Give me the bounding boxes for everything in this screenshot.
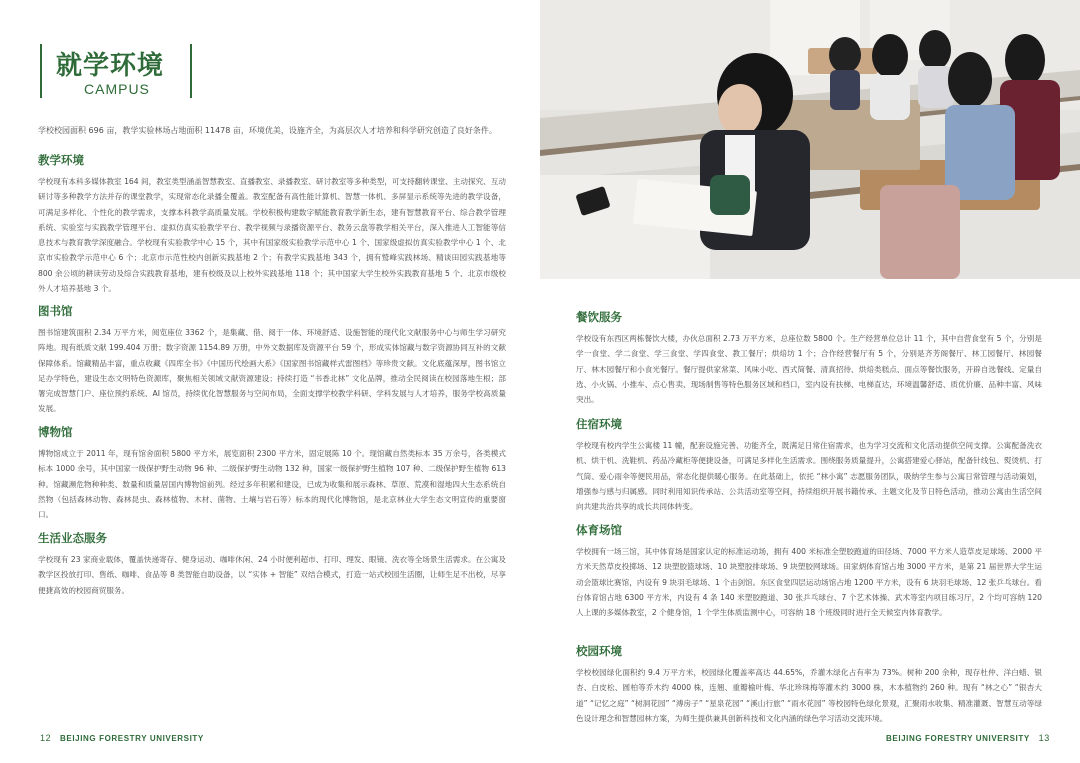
section-life-services: [38, 530, 506, 598]
section-body: 博物馆成立于 2011 年，现有馆舍面积 5800 平方米，展览面积 2300 平方米，固定展陈 10 个。现馆藏自然类标本 35 万余号，各类模式标本 1000 余号，其中国家一级保护野生动物 96 种、二级保护野生动物 132 种，国家一级保护野生植物 107 种、二级保护野生植物 613 种。馆藏濒危物种种类、数量和质量居国内博物馆前列。经过多年积累和建设，已成为收集和展示森林、草原、荒漠和湿地四大生态系统自然物（包括森林动物、森林昆虫、森林植物、木材、菌物、土壤与岩石等）标本的现代化博物馆，是北京林业大学生态文明宣传的重要窗口。: [38, 449, 506, 520]
section-heading: [40, 44, 192, 98]
section-sports: [576, 522, 1042, 620]
section-body: 图书馆建筑面积 2.34 万平方米，阅览座位 3362 个，是集藏、借、阅于一体、环境舒适、设施智能的现代化文献服务中心与师生学习研究阵地。现有纸质文献 199.404 万册；数字资源 1154.89 万册，中外文数据库及资源平台 59 个，形成实体馆藏与数字资源协同互补的文献保障体系。馆藏精品丰富，重点收藏《四库全书》《中国历代绘画大系》《国家图书馆藏样式雷图档》等珍贵文献。文化底蕴深厚，图书馆立足办学特色，建设生态文明特色资源库，聚焦相关领域文献资源建设；持续打造 “书香北林” 文化品牌，推动全民阅读在校园落地生根；部署完成智慧门户、座位预约系统、AI 馆员，持续优化智慧服务与空间布局，全面支撑学校教学科研、学科发展与人才培养，服务学校高质量发展。: [38, 328, 506, 414]
section-teaching: [38, 152, 506, 296]
footer-university: BEIJING FORESTRY UNIVERSITY: [60, 734, 204, 743]
section-campus-green: [576, 643, 1042, 726]
title-bar-right: [190, 44, 192, 98]
section-dining: [576, 309, 1042, 407]
section-title: 体育场馆: [576, 523, 622, 537]
section-body: 学校校园绿化面积约 9.4 万平方米，校园绿化覆盖率高达 44.65%，乔灌木绿化占有率为 73%。树种 200 余种，现存杜仲、洋白蜡、银杏、白皮松、圆柏等乔木约 4000 株，连翘、重瓣榆叶梅、华北珍珠梅等灌木约 3000 株，木本植物约 260 种。现有 “林之心” “银杏大道” “记忆之庭” “树洞花园” “溥房子” “星泉花园” “溪山行旅” “雨水花园” 等校园特色绿化景观，汇聚雨水收集、精准灌溉、智慧互动等绿色设计理念和智慧园林方案，为师生提供兼具创新科技和文化内涵的绿色学习活动交流环境。: [576, 668, 1042, 723]
title-bar-left: [40, 44, 42, 98]
section-title: 餐饮服务: [576, 310, 622, 324]
section-museum: [38, 424, 506, 522]
section-body: 学校拥有一场三馆，其中体育场是国家认定的标准运动场，拥有 400 米标准全塑胶跑道的田径场、7000 平方米人造草皮足球场、2000 平方米天然草皮投掷场、12 块塑胶篮球场、10 块塑胶排球场、9 块塑胶网球场。田家炳体育馆占地 3000 平方米，是第 21 届世界大学生运动会篮球比赛馆，内设有 9 块羽毛球场、1 个击剑馆。东区食堂四层运动场馆占地 1200 平方米，设有 6 块羽毛球场、12 张乒乓球台。看台体育馆占地 6300 平方米，内设有 4 条 140 米塑胶跑道、30 张乒乓球台、7 个艺术体操、武术等室内项目练习厅，2 个均可容纳 120 人上课的多媒体教室，2 个健身馆，1 个学生体质监测中心，可容纳 18 个班级同时进行全天候室内体育教学。: [576, 547, 1042, 618]
section-library: [38, 303, 506, 417]
section-body: 学校设有东西区两栋餐饮大楼，办伙总面积 2.73 万平方米，总座位数 5800 个。生产经营单位总计 11 个，其中自营食堂有 5 个，分别是学一食堂、学二食堂、学三食堂、学四食堂、教工餐厅；烘焙坊 1 个；合作经营餐厅有 5 个，分别是齐芳阁餐厅、林工园餐厅、林园餐厅、林木园餐厅和小食光餐厅。餐厅提供家常菜、风味小吃、西式简餐、清真招待、烘焙类糕点、面点等餐饮服务，开辟自选餐线、定量自选、小火锅、小推车、点心售卖、现场制售等特色服务区域和档口，室内设有扶梯、电梯直达，环境温馨舒适、质优价廉、品种丰富、风味突出。: [576, 334, 1042, 405]
classroom-photo: [540, 0, 1080, 279]
page-number-right: 13: [1038, 733, 1050, 743]
footer-left: [40, 733, 204, 743]
page-number-left: 12: [40, 733, 52, 743]
footer-right: [886, 733, 1050, 743]
page-subtitle: CAMPUS: [84, 81, 150, 97]
section-title: 生活业态服务: [38, 531, 107, 545]
section-body: 学校现有本科多媒体教室 164 间，教室类型涵盖智慧教室、直播教室、录播教室、研讨教室等多种类型，可支持翻转课堂、主动探究、互动研讨等多种教学方法并存的课堂教学，实现常态化录播全覆盖。教室配备有高性能计算机、智慧一体机、多屏显示系统等先进的教学设备，可满足多样化、个性化的教学需求，支撑本科教学高质量发展。学校积极构建数字赋能教育教学新生态，建有智慧教育平台、综合教学管理系统、实验室与实践教学管理平台、虚拟仿真实验教学平台、教学视频与录播资源平台、教务云盘等教学相关平台，深入推进人工智能等信息技术与教育教学深度融合。学校现有实验教学中心 15 个，其中有国家级实验教学示范中心 1 个、国家级虚拟仿真实验教学中心 1 个、北京市实验教学示范中心 6 个；北京市示范性校内创新实践基地 2 个；有教学实践基地 343 个，拥有鹫峰实践林场、精谈田园实践基地等 800 余公顷的耕读劳动及综合实践教育基地，建有校级及以上校外实践基地 118 个；其中国家大学生校外实践教育基地 5 个、北京市级校外人才培养基地 3 个。: [38, 177, 506, 294]
section-title: 住宿环境: [576, 417, 622, 431]
intro-paragraph: 学校校园面积 696 亩，教学实验林场占地面积 11478 亩，环境优美，设施齐全，为高层次人才培养和科学研究创造了良好条件。: [38, 126, 497, 135]
page-title: 就学环境: [56, 51, 165, 81]
section-body: 学校现有 23 家商业载体，覆盖快递寄存、健身运动、咖啡休闲、24 小时便利超市、打印、理发、眼镜、洗衣等全场景生活需求。在公寓及教学区投放打印、售纸、咖啡、食品等 8 类智能自助设备，以 “实体 + 智能” 双结合模式，打造一站式校园生活圈，让师生足不出校，尽享便捷高效的校园商贸服务。: [38, 555, 506, 595]
section-housing: [576, 416, 1042, 514]
section-title: 图书馆: [38, 304, 73, 318]
section-title: 博物馆: [38, 425, 73, 439]
footer-university: BEIJING FORESTRY UNIVERSITY: [886, 734, 1030, 743]
section-title: 校园环境: [576, 644, 622, 658]
section-title: 教学环境: [38, 153, 84, 167]
section-body: 学校现有校内学生公寓楼 11 幢，配套设施完善、功能齐全，既满足日常住宿需求，也为学习交流和文化活动提供空间支撑。公寓配备洗衣机、烘干机、洗鞋机、药品冷藏柜等便捷设备，可满足多样化生活需求。围绕服务质量提升，公寓搭建爱心驿站，配备针线包、熨烫机、打气筒、爱心雨伞等便民用品，常态化提供暖心服务。在此基础上，依托 “林小寓” 志愿服务团队，吸纳学生参与公寓日常管理与活动策划，增强参与感与归属感。同时利用知识传承站、公共活动室等空间，持续组织开展书籍传承、主题文化及节日特色活动，推动公寓由生活空间向共建共治共享的成长共同体转变。: [576, 441, 1042, 512]
